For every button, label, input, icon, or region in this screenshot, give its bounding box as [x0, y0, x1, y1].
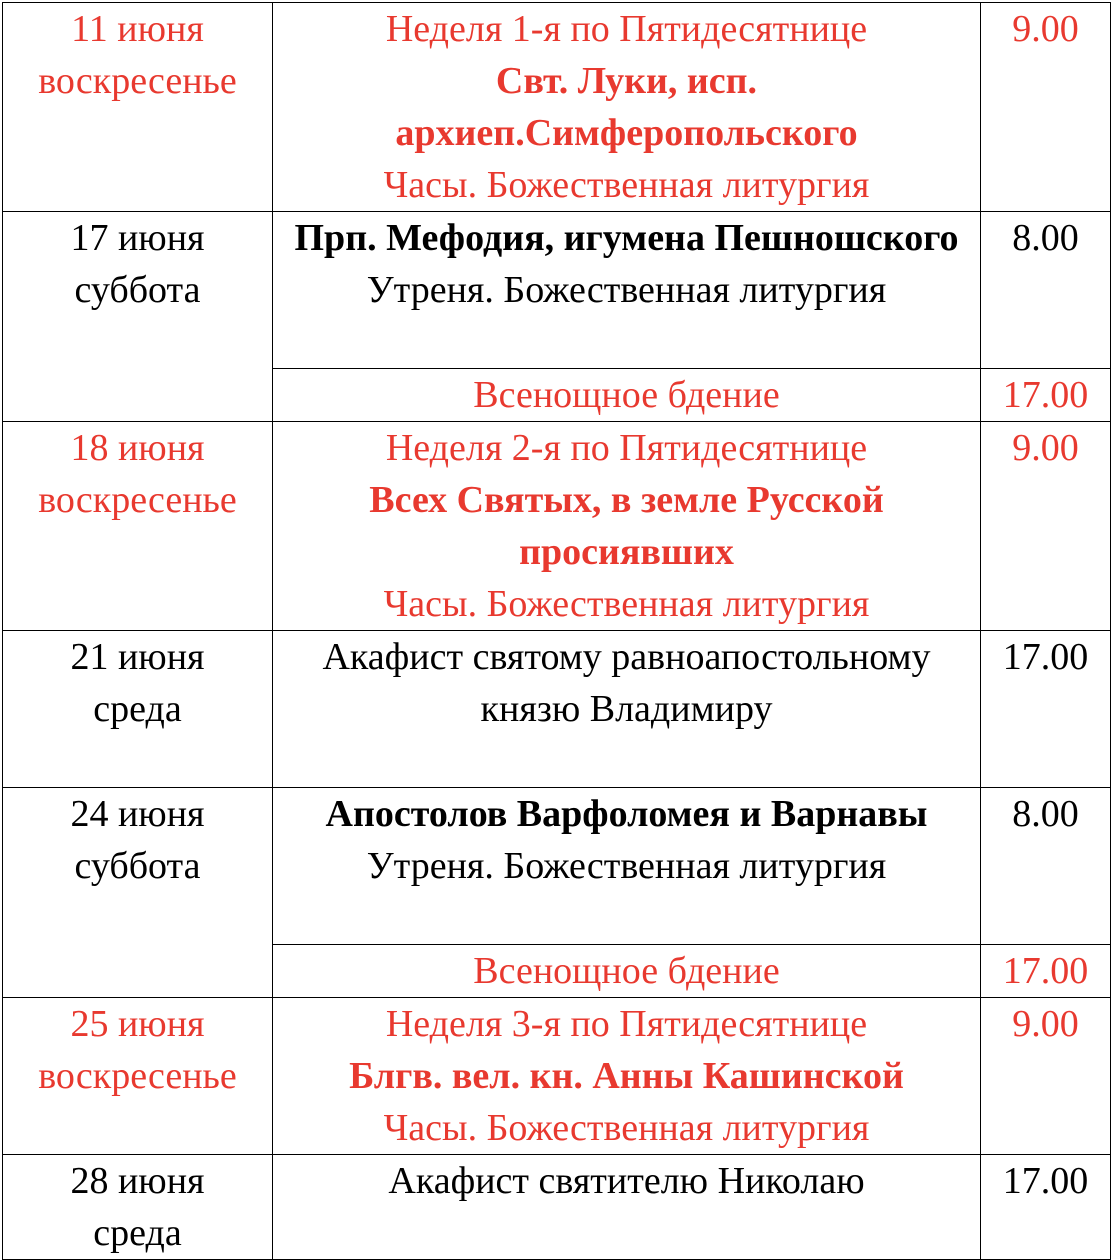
- service-time: 17.00: [1002, 636, 1089, 678]
- event-cell: [273, 212, 981, 369]
- date: 17 июня: [70, 217, 205, 259]
- time-cell: [981, 422, 1111, 631]
- date: 21 июня: [70, 636, 205, 678]
- evening-service: Всенощное бдение: [473, 374, 780, 416]
- saint-title: Прп. Мефодия, игумена Пешношского: [294, 217, 959, 259]
- table-row: [3, 422, 1111, 631]
- evening-time: 17.00: [1002, 374, 1089, 416]
- service-time: 9.00: [1012, 427, 1079, 469]
- service-text: Часы. Божественная литургия: [383, 164, 870, 206]
- time-cell: [981, 631, 1111, 788]
- weekday: воскресенье: [38, 60, 237, 102]
- saint-title: Всех Святых, в земле Русской просиявших: [369, 479, 884, 573]
- weekday: воскресенье: [38, 479, 237, 521]
- event-cell: [273, 3, 981, 212]
- service-time: 8.00: [1012, 217, 1079, 259]
- event-cell: [273, 998, 981, 1155]
- table-row: [3, 3, 1111, 212]
- service-time: 8.00: [1012, 793, 1079, 835]
- time-cell: [981, 212, 1111, 369]
- date-cell: [3, 1155, 273, 1260]
- evening-service-cell: [273, 945, 981, 998]
- weekday: суббота: [74, 269, 201, 311]
- date-cell: [3, 212, 273, 422]
- saint-title: Свт. Луки, исп. архиеп.Симферопольского: [395, 60, 858, 154]
- schedule-table: [2, 2, 1111, 1260]
- date: 25 июня: [70, 1003, 205, 1045]
- week-title: Неделя 2-я по Пятидесятнице: [385, 427, 868, 469]
- date-cell: [3, 3, 273, 212]
- event-cell: [273, 788, 981, 945]
- time-cell: [981, 788, 1111, 945]
- date-cell: [3, 998, 273, 1155]
- date: 24 июня: [70, 793, 205, 835]
- date-cell: [3, 422, 273, 631]
- week-title: Неделя 3-я по Пятидесятнице: [385, 1003, 868, 1045]
- saint-title: Блгв. вел. кн. Анны Кашинской: [349, 1055, 904, 1097]
- weekday: суббота: [74, 845, 201, 887]
- event-cell: [273, 422, 981, 631]
- service-time: 9.00: [1012, 1003, 1079, 1045]
- saint-title: Апостолов Варфоломея и Варнавы: [325, 793, 928, 835]
- time-cell: [981, 3, 1111, 212]
- evening-time-cell: [981, 369, 1111, 422]
- table-row: [3, 1155, 1111, 1260]
- evening-time: 17.00: [1002, 950, 1089, 992]
- service-text: Утреня. Божественная литургия: [366, 269, 887, 311]
- event-cell: [273, 631, 981, 788]
- service-text: Часы. Божественная литургия: [383, 1107, 870, 1149]
- service-text: Акафист святителю Николаю: [388, 1160, 865, 1202]
- evening-time-cell: [981, 945, 1111, 998]
- evening-service: Всенощное бдение: [473, 950, 780, 992]
- table-row: [3, 212, 1111, 369]
- service-text: Утреня. Божественная литургия: [366, 845, 887, 887]
- table-row: [3, 788, 1111, 945]
- service-time: 17.00: [1002, 1160, 1089, 1202]
- event-cell: [273, 1155, 981, 1260]
- table-row: [3, 998, 1111, 1155]
- table-row: [3, 631, 1111, 788]
- date-cell: [3, 788, 273, 998]
- service-text: Акафист святому равноапостольному князю Владимиру: [322, 636, 931, 730]
- weekday: среда: [93, 688, 182, 730]
- date-cell: [3, 631, 273, 788]
- time-cell: [981, 998, 1111, 1155]
- week-title: Неделя 1-я по Пятидесятнице: [385, 8, 868, 50]
- date: 18 июня: [70, 427, 205, 469]
- evening-service-cell: [273, 369, 981, 422]
- date: 28 июня: [70, 1160, 205, 1202]
- weekday: воскресенье: [38, 1055, 237, 1097]
- date: 11 июня: [71, 8, 204, 50]
- weekday: среда: [93, 1212, 182, 1254]
- time-cell: [981, 1155, 1111, 1260]
- service-time: 9.00: [1012, 8, 1079, 50]
- service-text: Часы. Божественная литургия: [383, 583, 870, 625]
